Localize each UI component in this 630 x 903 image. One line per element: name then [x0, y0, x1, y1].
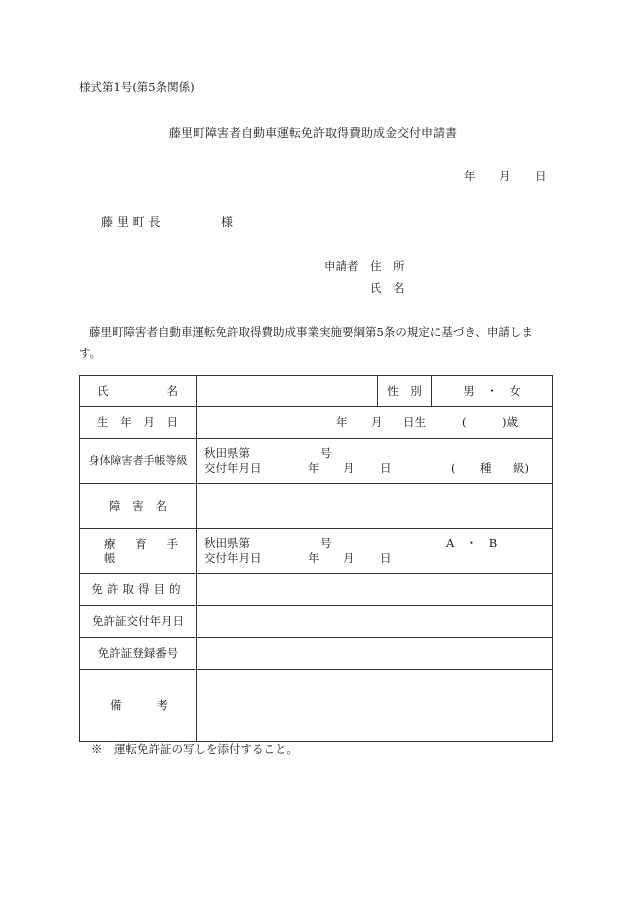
birth-label: 生 年 月 日 [97, 415, 178, 430]
remarks-label: 備 考 [110, 698, 168, 713]
row-ryoiku [80, 529, 553, 574]
ryoiku-pref-prefix: 秋田県第 [204, 536, 250, 550]
disability-label-cell [80, 484, 197, 529]
row-purpose [80, 574, 553, 606]
form-number: 様式第1号(第5条関係) [79, 80, 195, 94]
birth-year-unit: 年 [336, 415, 348, 429]
applicant-address-label: 住 所 [370, 259, 405, 273]
ryoiku-field[interactable] [197, 529, 553, 574]
ryoiku-label-cell [80, 529, 197, 574]
handbook-field[interactable] [197, 439, 553, 484]
purpose-label: 免許取得目的 [80, 574, 197, 606]
name-label: 氏 名 [97, 383, 178, 398]
handbook-issue-day: 日 [380, 461, 392, 475]
row-handbook [80, 439, 553, 484]
date-day: 日 [535, 169, 547, 183]
age-close-paren: )歳 [502, 415, 518, 429]
ryoiku-issue-label: 交付年月日 [204, 551, 262, 565]
license-issue-date-field[interactable] [197, 606, 553, 638]
ryoiku-number-suffix: 号 [320, 536, 332, 550]
addressee-name: 藤 里 町 長 [101, 215, 161, 229]
ryoiku-label: 療 育 手 帳 [104, 536, 190, 565]
name-label-cell [80, 376, 197, 407]
grade-open-paren: ( [451, 461, 456, 475]
birth-month-unit: 月 [371, 415, 383, 429]
age-open-paren: ( [462, 415, 467, 429]
remarks-label-cell [80, 670, 197, 742]
birth-day-unit: 日生 [403, 415, 426, 429]
ryoiku-issue-year: 年 [308, 551, 320, 565]
disability-label: 障 害 名 [109, 498, 167, 513]
addressee-honorific: 様 [221, 215, 234, 229]
applicant-label: 申請者 [324, 259, 359, 273]
disability-field[interactable] [197, 484, 553, 529]
handbook-issue-label: 交付年月日 [204, 461, 262, 475]
birth-label-cell [80, 407, 197, 439]
row-remarks [80, 670, 553, 742]
birth-date-field[interactable] [197, 407, 553, 439]
date-month: 月 [499, 169, 511, 183]
date-year: 年 [464, 169, 476, 183]
applicant-name-label: 氏 名 [370, 281, 405, 295]
handbook-label: 身体障害者手帳等級 [80, 439, 197, 484]
row-disability [80, 484, 553, 529]
handbook-number-suffix: 号 [320, 446, 332, 460]
sex-options[interactable]: 男 ・ 女 [432, 376, 553, 407]
footnote: ※ 運転免許証の写しを添付すること。 [91, 742, 298, 756]
grade-type: 種 [480, 461, 492, 475]
ryoiku-grade-options[interactable]: A ・ B [446, 536, 498, 550]
ryoiku-issue-month: 月 [343, 551, 355, 565]
row-license-number [80, 638, 553, 670]
form-title: 藤里町障害者自動車運転免許取得費助成金交付申請書 [169, 126, 458, 140]
row-name [80, 376, 553, 407]
handbook-issue-month: 月 [343, 461, 355, 475]
license-number-field[interactable] [197, 638, 553, 670]
handbook-pref-prefix: 秋田県第 [204, 446, 250, 460]
sex-label: 性 別 [378, 376, 432, 407]
ryoiku-issue-day: 日 [380, 551, 392, 565]
purpose-field[interactable] [197, 574, 553, 606]
license-issue-date-label: 免許証交付年月日 [80, 606, 197, 638]
remarks-field[interactable] [197, 670, 553, 742]
row-birth [80, 407, 553, 439]
handbook-issue-year: 年 [308, 461, 320, 475]
license-number-label: 免許証登録番号 [80, 638, 197, 670]
grade-close: 級) [513, 461, 529, 475]
application-statement: 藤里町障害者自動車運転免許取得費助成事業実施要綱第5条の規定に基づき、申請します。 [79, 325, 533, 360]
name-field[interactable] [197, 376, 378, 407]
row-issue-date [80, 606, 553, 638]
application-table [79, 375, 553, 742]
